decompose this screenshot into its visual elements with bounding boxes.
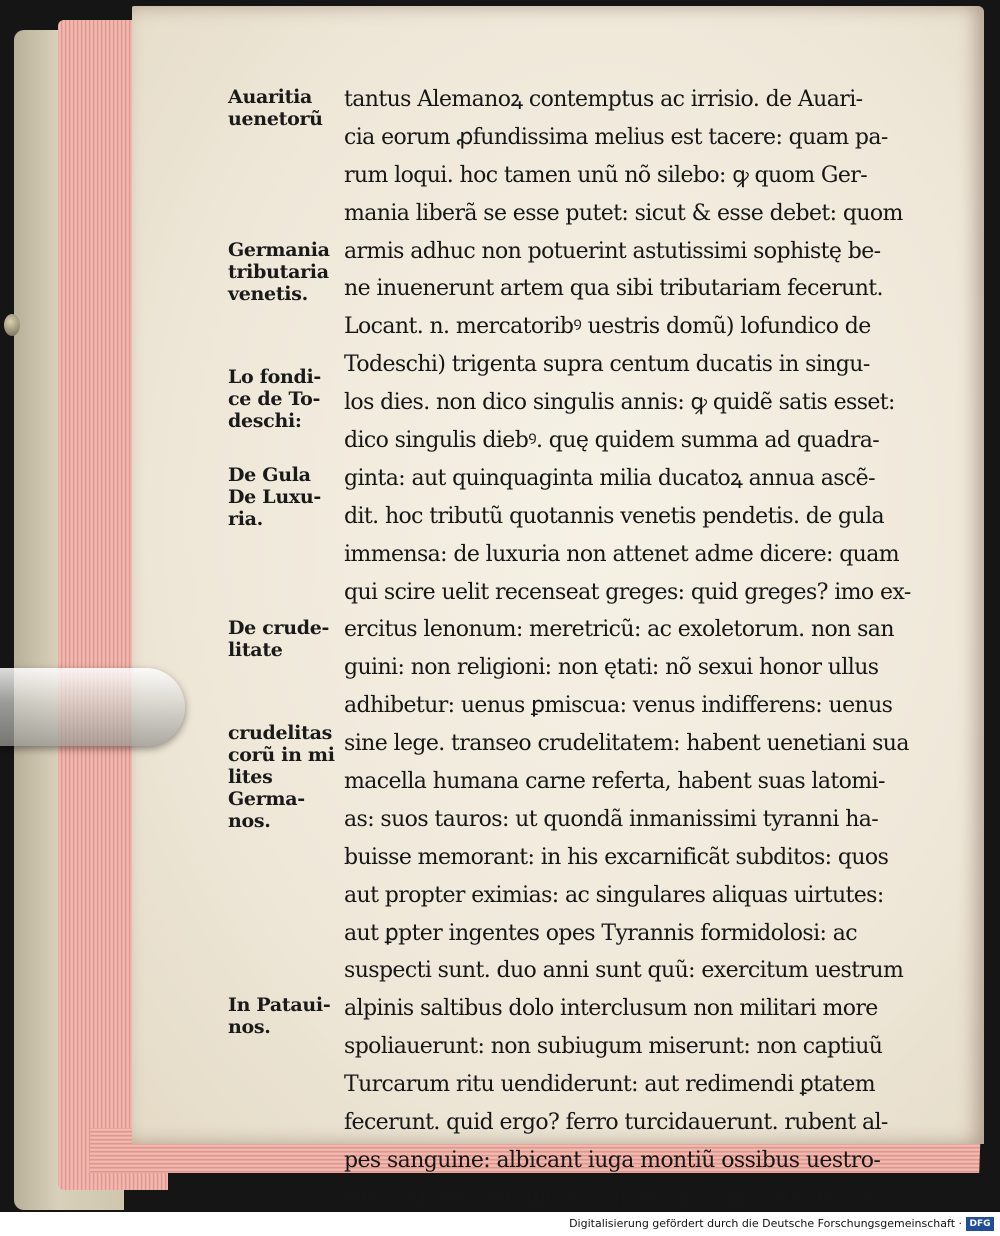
text-line: Locant. n. mercatoribꝰ uestris domũ) lofundico de (344, 314, 871, 340)
text-line: aut ꝑpter ingentes opes Tyrannis formidolosi: ac (344, 920, 857, 946)
text-line: buisse memorant: in his excarnificãt subditos: quos (344, 844, 889, 870)
text-line: rum ciuium. Patauinus senatus ꝙ uobis studuisset: (344, 1185, 879, 1211)
text-line: ercitus lenonum: meretricũ: ac exoletorum. non san (344, 617, 894, 643)
text-line: ne inuenerunt artem qua sibi tributariam fecerunt. (344, 276, 883, 302)
margin-note-germania: Germania tributaria venetis. (228, 239, 330, 305)
text-line: qui scire uelit recenseat greges: quid greges? imo ex- (344, 579, 911, 605)
text-line: fecerunt. quid ergo? ferro turcidauerunt. rubent al- (344, 1110, 888, 1136)
text-line: rum loqui. hoc tamen unũ nõ silebo: ꝙ quom Ger- (344, 162, 868, 188)
text-line: Turcarum ritu uendiderunt: aut redimendi ꝑtatem (344, 1072, 875, 1098)
footer-bar (0, 1212, 1000, 1236)
text-line: sine lege. transeo crudelitatem: habent uenetiani sua (344, 731, 909, 757)
funding-notice: Digitalisierung gefördert durch die Deutsche Forschungsgemeinschaft · (569, 1217, 962, 1230)
text-line: los dies. non dico singulis annis: ꝙ quidẽ satis esset: (344, 390, 895, 416)
margin-note-crudelitas: crudelitas corũ in mi lites Germa- nos. (228, 722, 335, 832)
page-holder-clip (0, 668, 185, 746)
text-line: cia eorum ꝓfundissima melius est tacere: quam pa- (344, 124, 888, 150)
text-line: mania liberã se esse putet: sicut & esse debet: quom (344, 200, 903, 226)
margin-note-gula: De Gula De Luxu- ria. (228, 464, 321, 530)
dfg-logo: DFG (966, 1217, 994, 1231)
text-line: suspecti sunt. duo anni sunt quũ: exercitum uestrum (344, 958, 904, 984)
text-line: aut propter eximias: ac singulares aliquas uirtutes: (344, 882, 884, 908)
text-line: tantus Alemanoꝝ contemptus ac irrisio. de Auari- (344, 87, 863, 112)
margin-note-auaritia: Auaritia uenetorũ (228, 86, 323, 130)
body-text (344, 81, 924, 1212)
text-line: spoliauerunt: non subiugum miserunt: non captiuũ (344, 1034, 883, 1060)
margin-note-crudelitate: De crude- litate (228, 617, 330, 661)
margin-note-pataui: In Pataui- nos. (228, 994, 331, 1038)
text-line: dico singulis diebꝰ. quę quidem summa ad quadra- (344, 428, 880, 454)
text-line: Todeschi) trigenta supra centum ducatis in singu- (344, 352, 870, 378)
margin-note-fondice: Lo fondi- ce de To- deschi: (228, 366, 321, 432)
clasp-knob (4, 314, 20, 336)
text-line: immensa: de luxuria non attenet adme dicere: quam (344, 541, 900, 567)
text-line: as: suos tauros: ut quondã inmanissimi tyranni ha- (344, 806, 879, 832)
text-line: ginta: aut quinquaginta milia ducatoꝝ annua ascẽ- (344, 465, 875, 491)
text-line: dit. hoc tributũ quotannis venetis pendetis. de gula (344, 503, 885, 529)
text-line: adhibetur: uenus ꝑmiscua: venus indifferens: uenus (344, 693, 893, 719)
text-line: macella humana carne referta, habent suas latomi- (344, 769, 885, 795)
text-line: pes sanguine: albicant iuga montiũ ossibus uestro- (344, 1147, 881, 1173)
text-line: guini: non religioni: non ętati: nõ sexui honor ullus (344, 655, 879, 681)
text-line: armis adhuc non potuerint astutissimi sophistę be- (344, 238, 881, 264)
text-line: alpinis saltibus dolo interclusum non militari more (344, 996, 878, 1022)
